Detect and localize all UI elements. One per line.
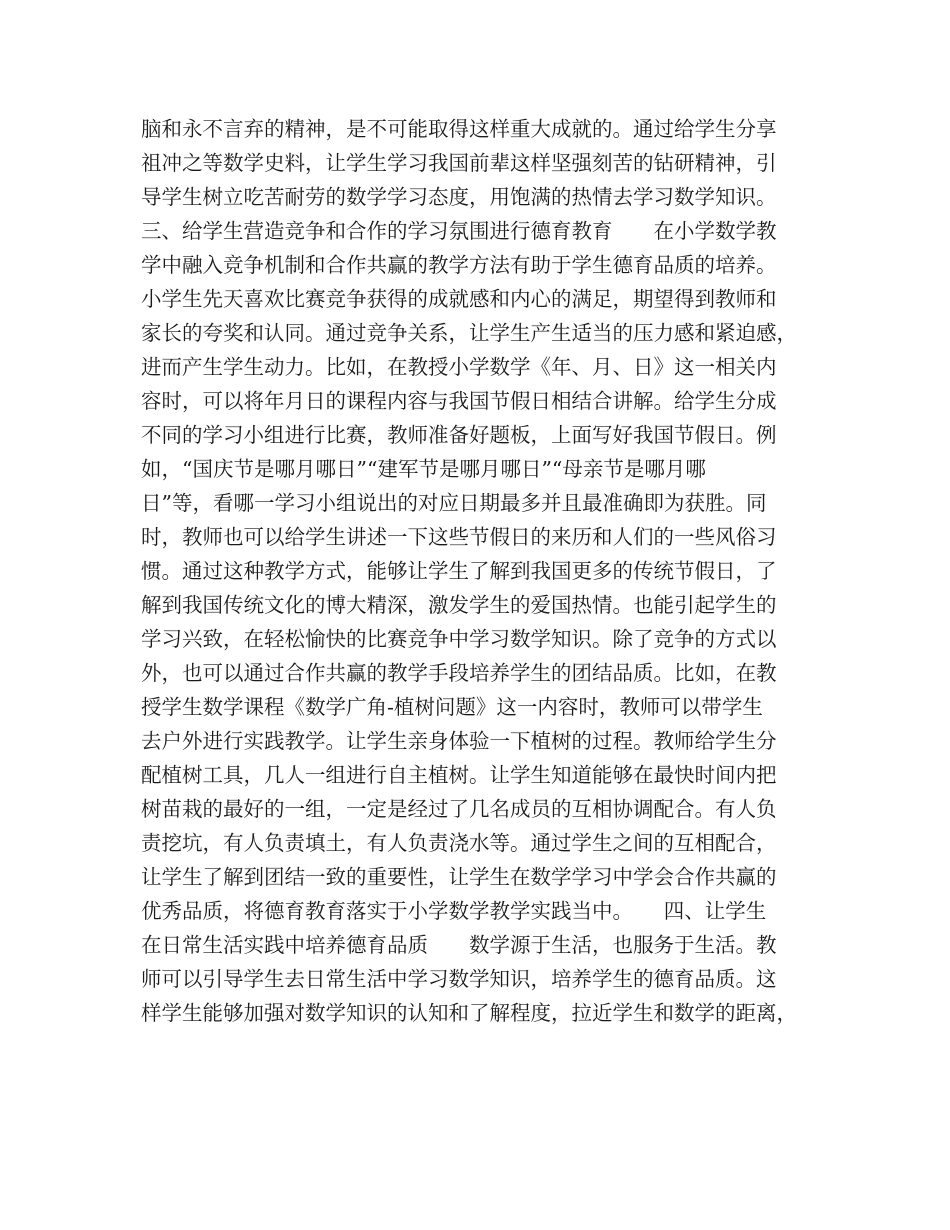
text-line: 学中融入竞争机制和合作共赢的教学方法有助于学生德育品质的培养。 xyxy=(141,253,777,277)
text-line: 责挖坑，有人负责填土，有人负责浇水等。通过学生之间的互相配合， xyxy=(141,831,777,855)
text-line: 时，教师也可以给学生讲述一下这些节假日的来历和人们的一些风俗习 xyxy=(141,525,777,549)
text-line: 导学生树立吃苦耐劳的数学学习态度，用饱满的热情去学习数学知识。 xyxy=(141,185,777,209)
text-line: 优秀品质，将德育教育落实于小学数学教学实践当中。 四、让学生 xyxy=(141,899,767,923)
text-line: 师可以引导学生去日常生活中学习数学知识，培养学生的德育品质。这 xyxy=(141,967,777,991)
text-line: 树苗栽的最好的一组，一定是经过了几名成员的互相协调配合。有人负 xyxy=(141,797,777,821)
text-line: 学习兴致，在轻松愉快的比赛竞争中学习数学知识。除了竞争的方式以 xyxy=(141,627,777,651)
text-line: 日”等，看哪一学习小组说出的对应日期最多并且最准确即为获胜。同 xyxy=(141,491,767,515)
text-line: 惯。通过这种教学方式，能够让学生了解到我国更多的传统节假日，了 xyxy=(141,559,777,583)
body-text xyxy=(141,112,831,1030)
text-line: 外，也可以通过合作共赢的教学手段培养学生的团结品质。比如，在教 xyxy=(141,661,777,685)
text-line: 解到我国传统文化的博大精深，激发学生的爱国热情。也能引起学生的 xyxy=(141,593,777,617)
text-line: 祖冲之等数学史料，让学生学习我国前辈这样坚强刻苦的钻研精神，引 xyxy=(141,151,777,175)
text-line: 容时，可以将年月日的课程内容与我国节假日相结合讲解。给学生分成 xyxy=(141,389,777,413)
text-line: 样学生能够加强对数学知识的认知和了解程度，拉近学生和数学的距离， xyxy=(141,1001,797,1025)
text-line: 小学生先天喜欢比赛竞争获得的成就感和内心的满足，期望得到教师和 xyxy=(141,287,777,311)
text-line: 不同的学习小组进行比赛，教师准备好题板，上面写好我国节假日。例 xyxy=(141,423,777,447)
text-line: 授学生数学课程《数学广角-植树问题》这一内容时，教师可以带学生 xyxy=(141,695,763,719)
text-line: 配植树工具，几人一组进行自主植树。让学生知道能够在最快时间内把 xyxy=(141,763,777,787)
text-line: 去户外进行实践教学。让学生亲身体验一下植树的过程。教师给学生分 xyxy=(141,729,777,753)
text-line: 进而产生学生动力。比如，在教授小学数学《年、月、日》这一相关内 xyxy=(141,355,777,379)
text-line: 在日常生活实践中培养德育品质 数学源于生活，也服务于生活。教 xyxy=(141,933,777,957)
text-line: 如，“国庆节是哪月哪日”“建军节是哪月哪日”“母亲节是哪月哪 xyxy=(141,457,706,481)
text-line: 三、给学生营造竞争和合作的学习氛围进行德育教育 在小学数学教 xyxy=(141,219,777,243)
text-line: 让学生了解到团结一致的重要性，让学生在数学学习中学会合作共赢的 xyxy=(141,865,777,889)
text-line: 家长的夸奖和认同。通过竞争关系，让学生产生适当的压力感和紧迫感， xyxy=(141,321,797,345)
text-line: 脑和永不言弃的精神，是不可能取得这样重大成就的。通过给学生分享 xyxy=(141,117,777,141)
